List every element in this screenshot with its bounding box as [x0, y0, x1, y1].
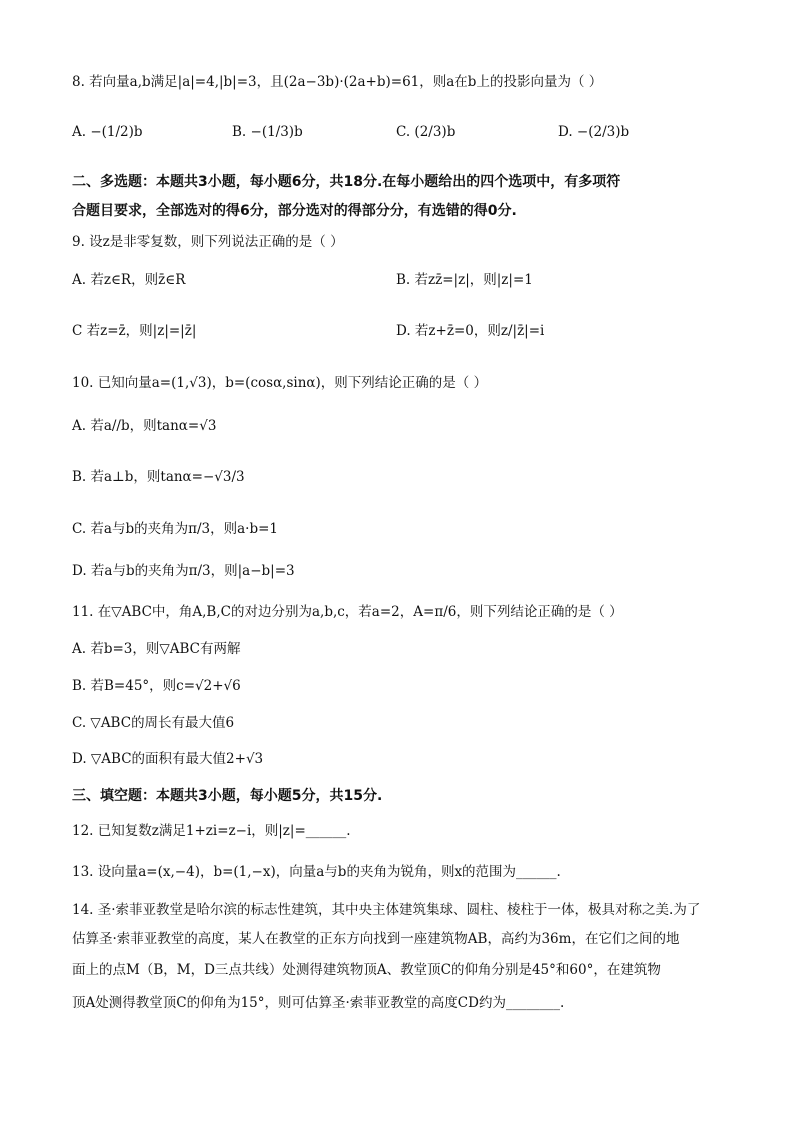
question-12-stem: 12. 已知复数z满足1+zi=z−i，则|z|=______. — [72, 823, 351, 839]
question-9-stem: 9. 设z是非零复数，则下列说法正确的是（ ） — [72, 234, 344, 250]
section-2-heading-line1: 二、多选题：本题共3小题，每小题6分，共18分.在每小题给出的四个选项中，有多项符 — [72, 174, 621, 190]
section-3-heading: 三、填空题：本题共3小题，每小题5分，共15分. — [72, 788, 383, 804]
question-10-option-b: B. 若a⊥b，则tanα=−√3/3 — [72, 469, 245, 485]
question-13-stem: 13. 设向量a=(x,−4)，b=(1,−x)，向量a与b的夹角为锐角，则x的范围为______. — [72, 864, 561, 880]
question-11-option-a: A. 若b=3，则▽ABC有两解 — [72, 641, 241, 657]
question-8-stem: 8. 若向量a,b满足|a|=4,|b|=3，且(2a−3b)·(2a+b)=61，则a在b上的投影向量为（ ） — [72, 74, 603, 90]
question-10-option-c: C. 若a与b的夹角为π/3，则a·b=1 — [72, 521, 279, 537]
question-10-option-d: D. 若a与b的夹角为π/3，则|a−b|=3 — [72, 563, 295, 579]
question-9-option-c: C 若z=z̄，则|z|=|z̄| — [72, 323, 197, 339]
question-14-line2: 估算圣·索菲亚教堂的高度，某人在教堂的正东方向找到一座建筑物AB，高约为36m，在它们之间的地 — [72, 931, 680, 947]
question-11-option-b: B. 若B=45°，则c=√2+√6 — [72, 678, 241, 694]
section-2-heading-line2: 合题目要求，全部选对的得6分，部分选对的得部分分，有选错的得0分. — [72, 203, 517, 219]
question-10-option-a: A. 若a//b，则tanα=√3 — [72, 418, 217, 434]
question-9-option-b: B. 若zz̄=|z|，则|z|=1 — [396, 272, 533, 288]
question-14-line4: 顶A处测得教堂顶C的仰角为15°，则可估算圣·索菲亚教堂的高度CD约为________. — [72, 995, 565, 1011]
question-11-option-d: D. ▽ABC的面积有最大值2+√3 — [72, 751, 264, 767]
question-11-option-c: C. ▽ABC的周长有最大值6 — [72, 715, 235, 731]
question-9-option-d: D. 若z+z̄=0，则z/|z̄|=i — [396, 323, 545, 339]
question-8-option-b: B. −(1/3)b — [232, 124, 303, 140]
question-9-option-a: A. 若z∈R，则z̄∈R — [72, 272, 186, 288]
question-8-option-c: C. (2/3)b — [396, 124, 456, 140]
question-14-line3: 面上的点M（B，M，D三点共线）处测得建筑物顶A、教堂顶C的仰角分别是45°和60°，在建筑物 — [72, 962, 661, 978]
question-8-option-a: A. −(1/2)b — [72, 124, 143, 140]
question-11-stem: 11. 在▽ABC中，角A,B,C的对边分别为a,b,c，若a=2，A=π/6，则下列结论正确的是（ ） — [72, 604, 623, 620]
question-14-line1: 14. 圣·索菲亚教堂是哈尔滨的标志性建筑，其中央主体建筑集球、圆柱、棱柱于一体，极具对称之美.为了 — [72, 902, 701, 918]
question-10-stem: 10. 已知向量a=(1,√3)，b=(cosα,sinα)，则下列结论正确的是（ ） — [72, 375, 488, 391]
question-8-option-d: D. −(2/3)b — [558, 124, 630, 140]
